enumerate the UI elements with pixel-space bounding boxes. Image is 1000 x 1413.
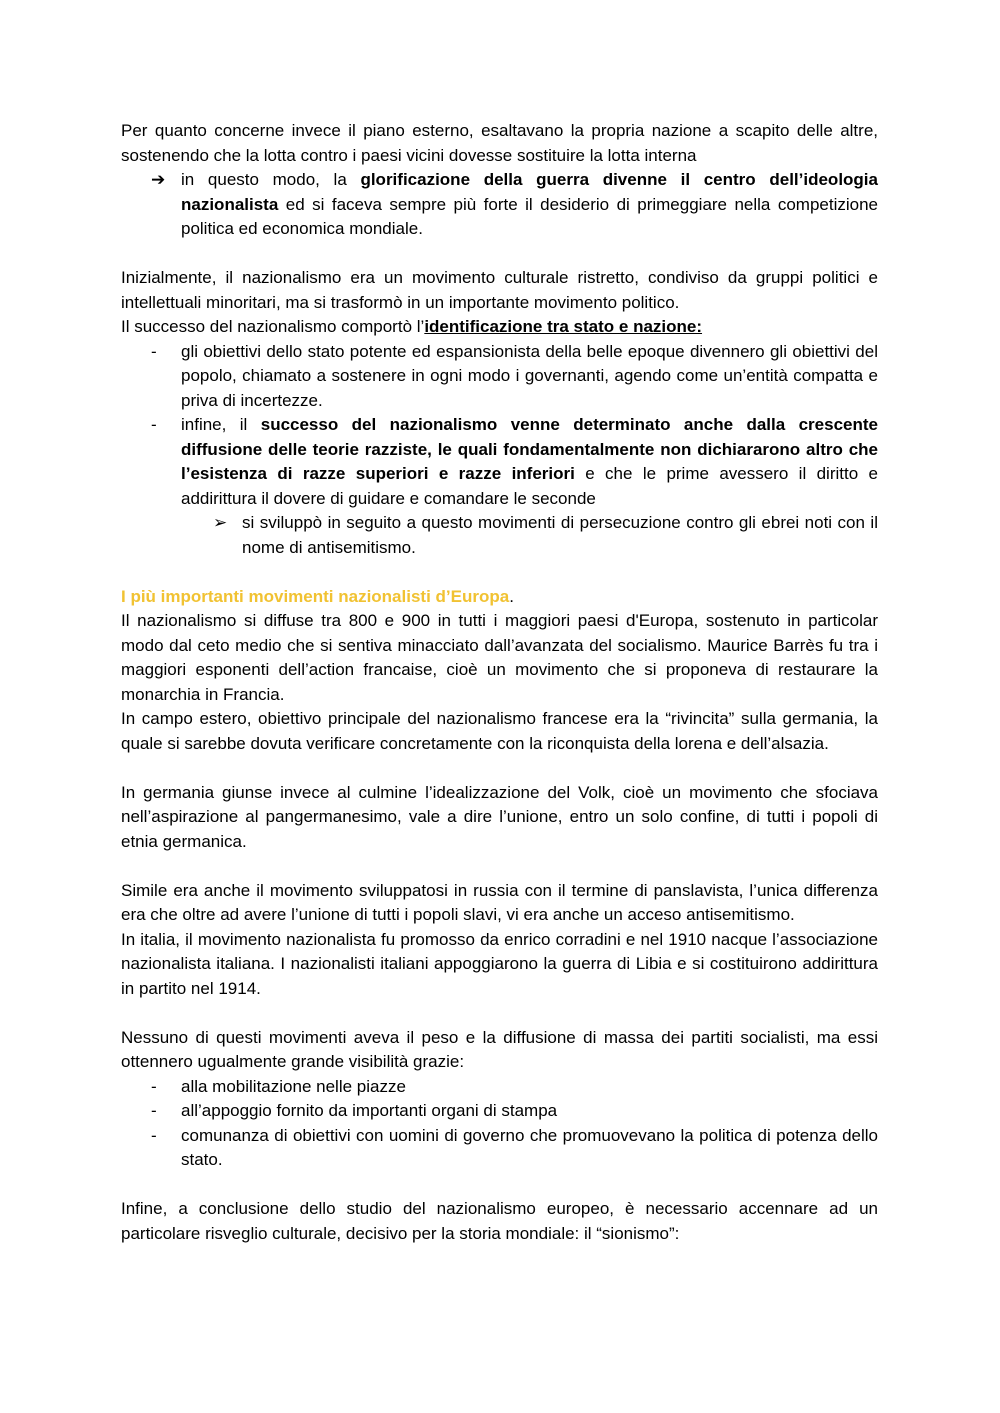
section-heading: I più importanti movimenti nazionalisti d’Europa. — [121, 586, 514, 606]
arrow-bullet-icon: ➔ — [151, 170, 166, 189]
bold-text: successo del nazionalismo venne determinato anche dalla crescente diffusione delle teorie razziste, le quali fondamentalmente non dichiararono altro che l’esistenza di razze superiori e razze inferiori — [181, 415, 878, 483]
list-item-racist-theories: - infine, il successo del nazionalismo venne determinato anche dalla crescente diffusione delle teorie razziste, le quali fondamentalmente non dichiararono altro che l’esistenza di razze superiori e razze inferiori e che le prime avessero il diritto e addirittura il dovere di guidare e comandare le seconde — [151, 415, 878, 508]
paragraph-visibility: Nessuno di questi movimenti aveva il peso e la diffusione di massa dei partiti socialisti, ma essi ottennero ugualmente grande visibilità grazie: — [121, 1027, 878, 1071]
document-body — [121, 119, 878, 1246]
paragraph-russia: Simile era anche il movimento sviluppatosi in russia con il termine di panslavista, l’unica differenza era che oltre ad avere l’unione di tutti i popoli slavi, vi era anche un acceso antisemitismo. — [121, 880, 878, 924]
list-item: - all’appoggio fornito da importanti organi di stampa — [121, 1099, 878, 1124]
sublist-item-antisemitism: ➢ si sviluppò in seguito a questo movimenti di persecuzione contro gli ebrei noti con il nome di antisemitismo. — [213, 513, 878, 557]
underlined-text: identificazione tra stato e nazione: — [424, 317, 703, 336]
dash-bullet-icon: - — [151, 1125, 157, 1145]
paragraph-cultural-movement: Inizialmente, il nazionalismo era un movimento culturale ristretto, condiviso da gruppi politici e intellettuali minoritari, ma si trasformò in un importante movimento politico. — [121, 268, 878, 312]
paragraph-state-nation: Il successo del nazionalismo comportò l’identificazione tra stato e nazione: — [121, 317, 703, 336]
list-item-state-goals: - gli obiettivi dello stato potente ed espansionista della belle epoque divennero gli obiettivi del popolo, chiamato a sostenere in ogni modo i governanti, agendo come un’entità compatta e priva di incertezze. — [151, 341, 878, 410]
list-item: - alla mobilitazione nelle piazze — [121, 1075, 878, 1100]
list-item-war-glorification: ➔ in questo modo, la glorificazione della guerra divenne il centro dell’ideologia nazionalista ed si faceva sempre più forte il desiderio di primeggiare nella competizione politica ed economica mondiale. — [151, 170, 878, 238]
paragraph-europe-spread: Il nazionalismo si diffuse tra 800 e 900 in tutti i maggiori paesi d'Europa, sostenuto in particolar modo dal ceto medio che si sentiva minacciato dall’avanzata del socialismo. Maurice Barrès fu tra i maggiori esponenti dell’action francaise, cioè un movimento che si proponeva di restaurare la monarchia in Francia. — [121, 611, 878, 704]
paragraph-zionism: Infine, a conclusione dello studio del nazionalismo europeo, è necessario accennare ad un particolare risveglio culturale, decisivo per la storia mondiale: il “sionismo”: — [121, 1199, 878, 1243]
dash-bullet-icon: - — [151, 415, 157, 434]
list-item: - comunanza di obiettivi con uomini di governo che promuovevano la politica di potenza dello stato. — [151, 1125, 878, 1169]
paragraph-italy: In italia, il movimento nazionalista fu promosso da enrico corradini e nel 1910 nacque l’associazione nazionalista italiana. I nazionalisti italiani appoggiarono la guerra di Libia e si costituirono addirittura in partito nel 1914. — [121, 929, 878, 998]
bold-text: glorificazione della guerra divenne il centro dell’ideologia nazionalista — [181, 170, 878, 214]
arrowhead-bullet-icon: ➢ — [213, 513, 228, 532]
dash-bullet-icon: - — [151, 1076, 157, 1096]
dash-bullet-icon: - — [151, 1101, 157, 1120]
paragraph-germany: In germania giunse invece al culmine l’idealizzazione del Volk, cioè un movimento che sfociava nell’aspirazione al pangermanesimo, vale a dire l’unione, entro un solo confine, di tutti i popoli di etnia germanica. — [121, 782, 878, 851]
paragraph-foreign-policy: Per quanto concerne invece il piano esterno, esaltavano la propria nazione a scapito delle altre, sostenendo che la lotta contro i paesi vicini dovesse sostituire la lotta interna — [121, 121, 878, 165]
paragraph-france-revenge: In campo estero, obiettivo principale del nazionalismo francese era la “rivincita” sulla germania, la quale si sarebbe dovuta verificare concretamente con la riconquista della lorena e dell’alsazia. — [121, 709, 878, 753]
dash-bullet-icon: - — [151, 341, 157, 361]
